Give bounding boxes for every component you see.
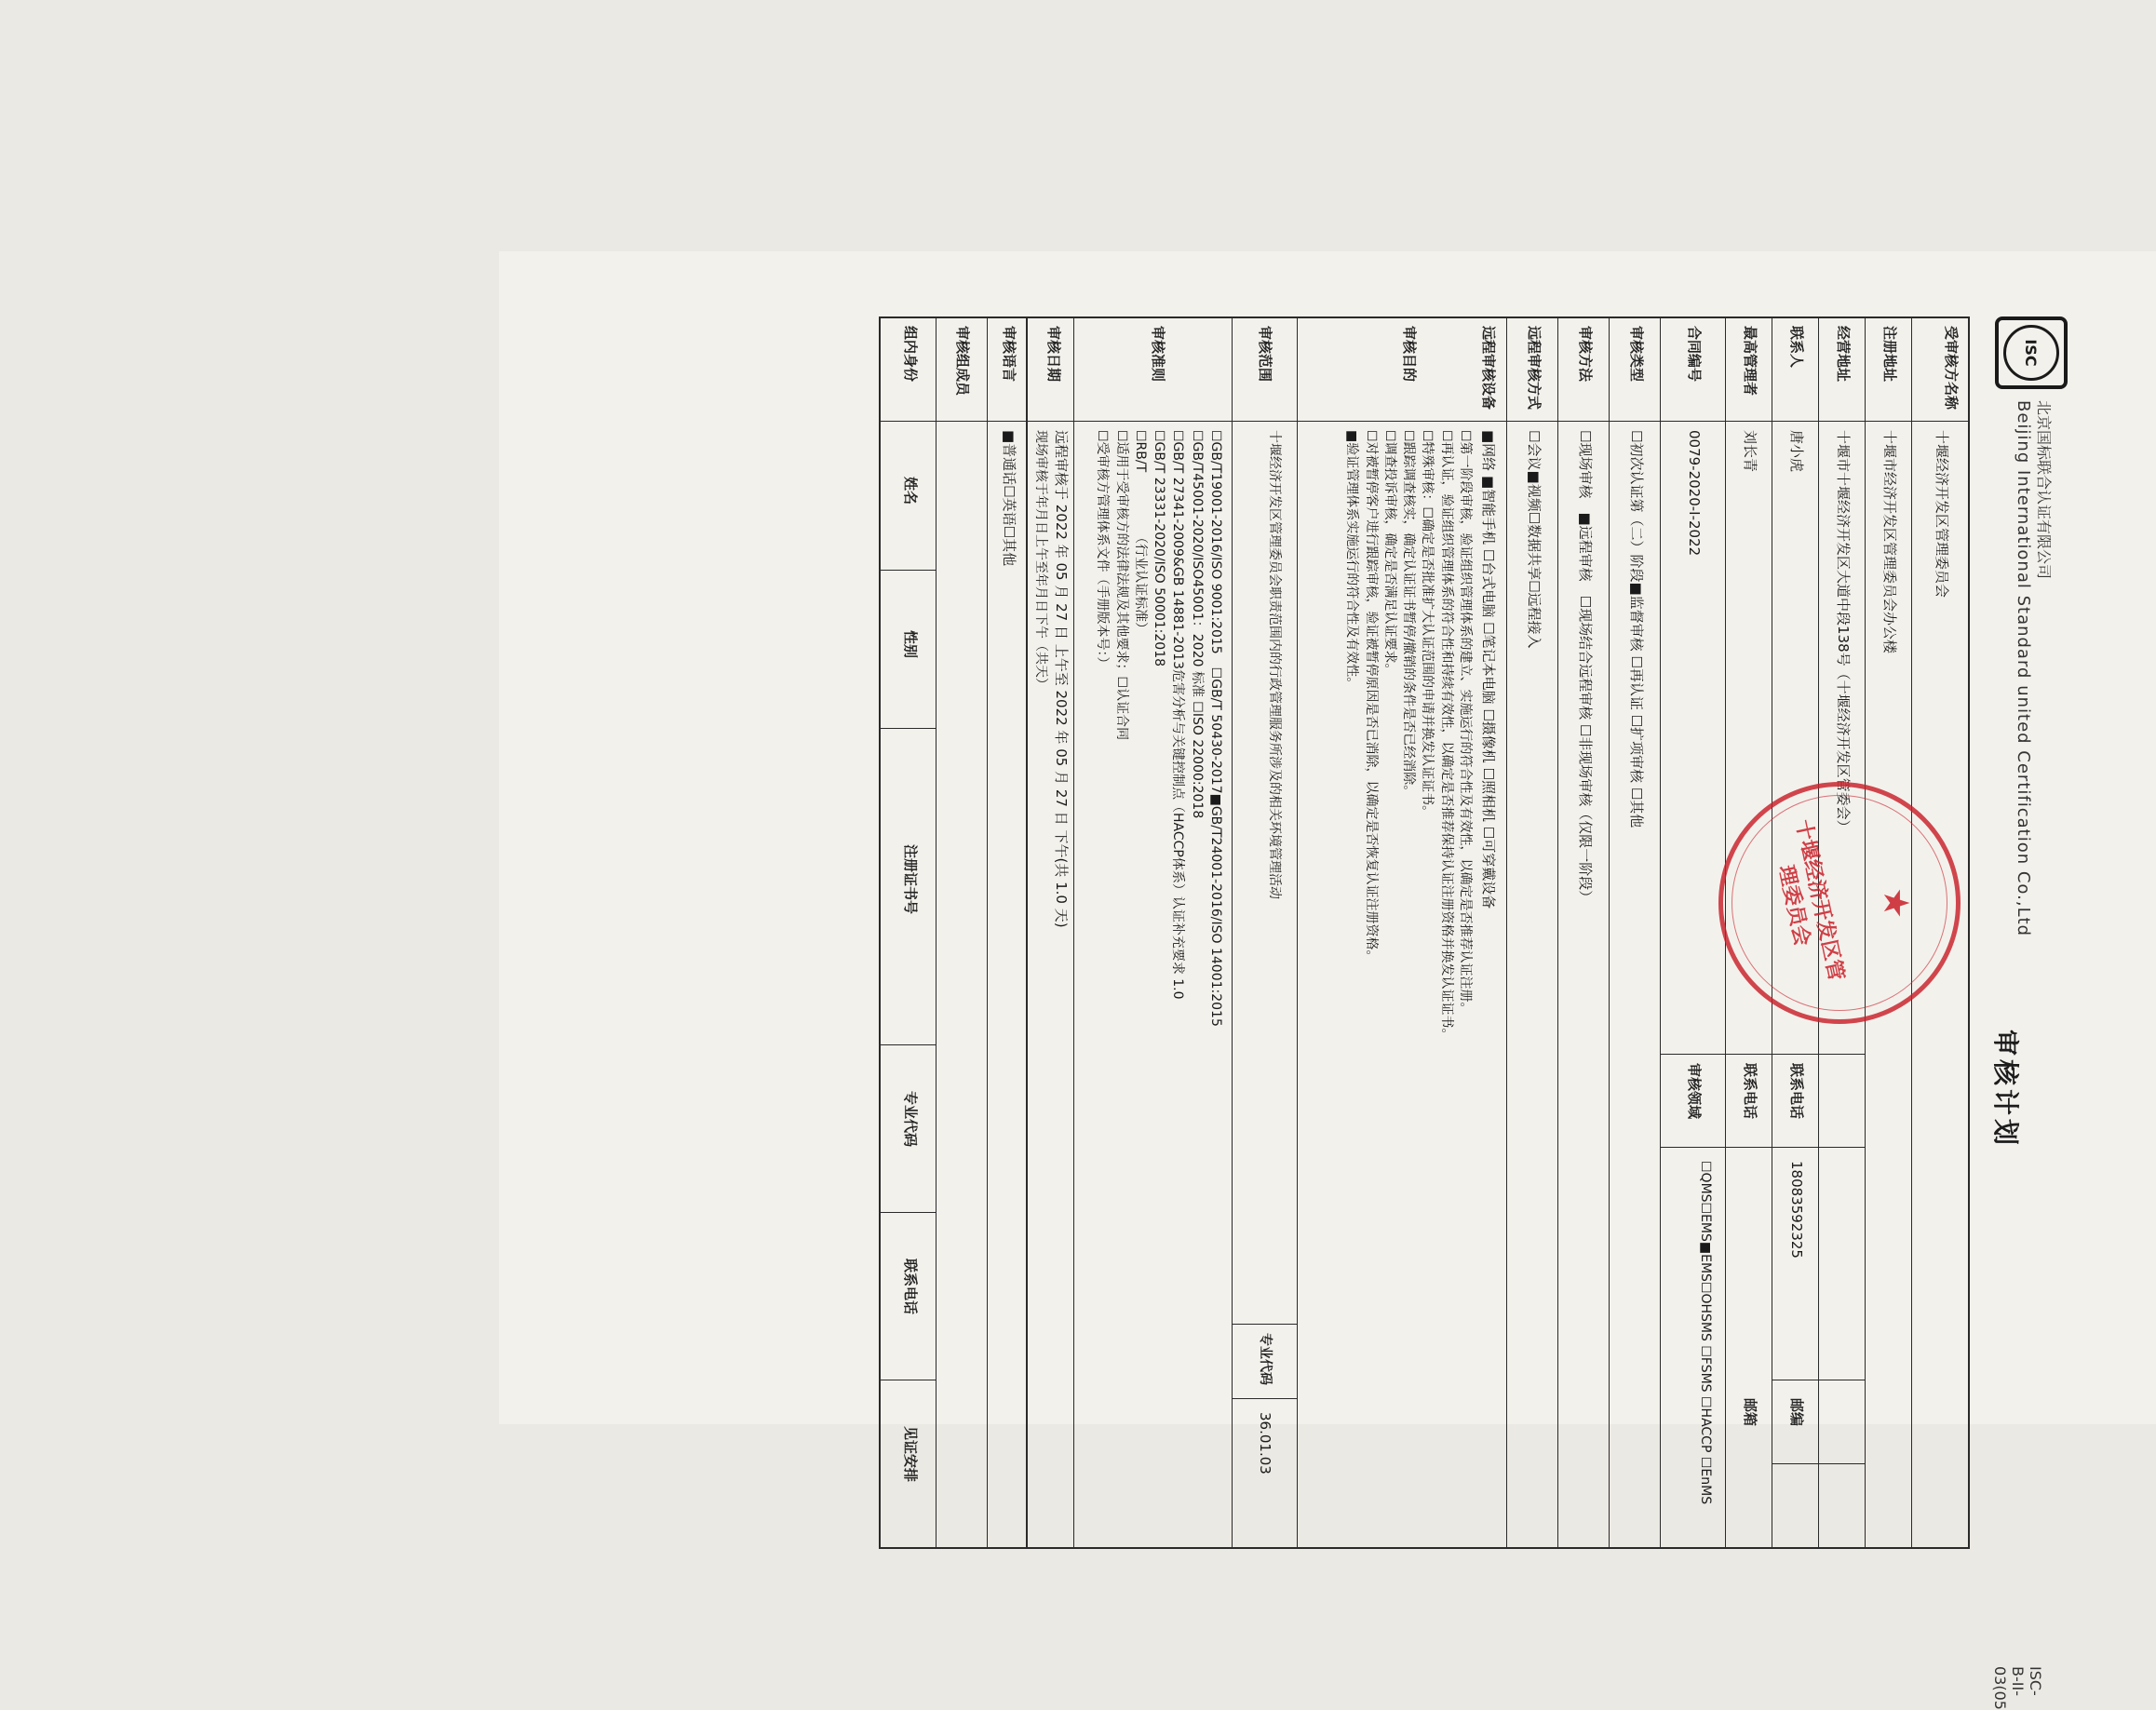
contract-number: 0079-2020-I-2022 bbox=[1686, 430, 1703, 557]
date-label: 审核日期 bbox=[1045, 326, 1062, 383]
objective-line: ■验证管理体系实施运行的符合性及有效性。 bbox=[1344, 430, 1360, 691]
row-divider bbox=[936, 318, 937, 1547]
system-label: 审核领域 bbox=[1686, 1063, 1703, 1120]
reg-address-label: 注册地址 bbox=[1881, 326, 1898, 383]
criteria-line: ☐受审核方管理体系文件（手册版本号：） bbox=[1095, 430, 1111, 670]
audit-language: ■普通话☐英语☐其他 bbox=[1001, 430, 1017, 567]
contract-label: 合同编号 bbox=[1686, 326, 1703, 383]
management-systems: ☐QMS☐EMS■EMS☐OHSMS ☐FSMS ☐HACCP ☐EnMS bbox=[1698, 1161, 1713, 1505]
objective-line: ☐对被暂停客户进行跟踪审核，验证被暂停原因是否已消除，以确定是否恢复认证注册资格。 bbox=[1363, 430, 1379, 963]
specialty-code-label: 专业代码 bbox=[1258, 1333, 1273, 1385]
member-remark-header: 见证安排 bbox=[902, 1426, 919, 1483]
document-page bbox=[499, 251, 2156, 1710]
row-divider bbox=[987, 318, 988, 1547]
label-column-divider bbox=[1028, 421, 1968, 422]
column-divider bbox=[1233, 1324, 1298, 1325]
org-name-label: 受审核方名称 bbox=[1943, 326, 1960, 411]
criteria-line: ☐RB/T （行业认证标准） bbox=[1132, 430, 1148, 636]
contact-phone: 18083592325 bbox=[1788, 1161, 1805, 1259]
company-name-en: Beijing International Standard united Certification Co.,Ltd bbox=[2014, 400, 2033, 937]
member-name-header: 姓名 bbox=[902, 477, 919, 505]
audit-type: ☐初次认证第（二）阶段■监督审核 ☐再认证 ☐扩项审核 ☐其他 bbox=[1628, 430, 1645, 828]
manager-name: 刘长青 bbox=[1742, 430, 1758, 473]
audit-method-label: 审核方法 bbox=[1577, 326, 1594, 383]
seal-text: 十堰经济开发区管理委员会 bbox=[1774, 817, 1849, 983]
audit-team-table bbox=[879, 316, 1030, 1549]
audit-scope: 十堰经济开发区管理委员会职责范围内的行政管理服务所涉及的相关环境管理活动 bbox=[1267, 430, 1282, 899]
row-divider bbox=[1557, 318, 1558, 1547]
manager-email-label: 邮箱 bbox=[1742, 1398, 1758, 1427]
reg-address: 十堰市经济开发区管理委员会办公楼 bbox=[1881, 430, 1898, 654]
office-address-label: 经营地址 bbox=[1835, 326, 1852, 383]
row-divider bbox=[1660, 318, 1661, 1547]
contact-phone-label: 联系电话 bbox=[1788, 1063, 1805, 1120]
seal-star-icon: ★ bbox=[1876, 886, 1917, 920]
column-divider bbox=[881, 1044, 937, 1045]
column-divider bbox=[1233, 1398, 1298, 1399]
objective-label: 审核目的 bbox=[1401, 326, 1418, 383]
remote-method-label: 远程审核方式 bbox=[1526, 326, 1543, 411]
column-divider bbox=[1661, 1054, 1866, 1055]
row-divider bbox=[1297, 318, 1298, 1547]
member-role-header: 组内身份 bbox=[902, 326, 919, 383]
member-phone-header: 联系电话 bbox=[902, 1259, 919, 1315]
column-divider bbox=[1772, 1463, 1866, 1464]
audit-date-onsite: 现场审核于年月日上午至年月日下午（共天） bbox=[1033, 430, 1048, 691]
row-divider bbox=[1506, 318, 1507, 1547]
objective-list bbox=[1342, 430, 1475, 1538]
objective-line: ☐调查投诉审核，确定是否满足认证要求。 bbox=[1381, 430, 1397, 677]
row-divider bbox=[1073, 318, 1074, 1547]
remote-equipment-label: 远程审核设备 bbox=[1480, 326, 1497, 411]
audit-date-remote: 远程审核于 2022 年 05 月 27 日 上午至 2022 年 05 月 27 日 下午(共 1.0 天) bbox=[1053, 430, 1070, 928]
member-reg-header: 注册证书号 bbox=[902, 844, 919, 915]
objective-line: ☐特殊审核：☐确定是否批准扩大认证范围的申请并换发认证证书。 bbox=[1420, 430, 1435, 819]
column-divider bbox=[1661, 1147, 1866, 1148]
criteria-line: ☐GB/T 23331-2020/ISO 50001:2018 bbox=[1152, 430, 1167, 667]
column-divider bbox=[881, 1212, 937, 1213]
label-column-divider bbox=[881, 421, 1030, 422]
criteria-list bbox=[1093, 430, 1225, 1538]
column-divider bbox=[881, 570, 937, 571]
manager-label: 最高管理者 bbox=[1742, 326, 1758, 397]
criteria-line: ☐GB/T19001-2016/ISO 9001:2015 ☐GB/T 50430-2017■GB/T24001-2016/ISO 14001:2015 bbox=[1208, 430, 1223, 1027]
criteria-line: ☐GB/T45001-2020/ISO45001：2020 标准 ☐ISO 22000:2018 bbox=[1189, 430, 1205, 819]
audit-type-label: 审核类型 bbox=[1628, 326, 1645, 383]
criteria-line: ☐适用于受审核方的法律法规及其他要求；☐认证合同 bbox=[1113, 430, 1129, 741]
objective-line: ☐再认证，验证组织管理体系的符合性和持续有效性，以确定是否推荐保持认证注册资格并换发认证证书。 bbox=[1438, 430, 1454, 1042]
document-title: 审核计划 bbox=[1990, 1029, 2021, 1149]
logo-text: ISC bbox=[2022, 339, 2041, 367]
contact-label: 联系人 bbox=[1788, 326, 1805, 369]
criteria-label: 审核准则 bbox=[1150, 326, 1166, 383]
contact-name: 唐小虎 bbox=[1788, 430, 1805, 473]
audit-method: ☐现场审核 ■远程审核 ☐现场结合远程审核 ☐非现场审核（仅限一阶段） bbox=[1577, 430, 1594, 905]
criteria-line: ☐GB/T 27341-2009&GB 14881-2013危害分析与关键控制点（HACCP体系）认证补充要求 1.0 bbox=[1170, 430, 1186, 1000]
specialty-code: 36.01.03 bbox=[1257, 1412, 1273, 1474]
remote-method: ☐会议■视频☐数据共享☐远程接入 bbox=[1526, 430, 1543, 649]
email-label: 邮编 bbox=[1788, 1398, 1805, 1427]
member-gender-header: 性别 bbox=[902, 630, 919, 659]
office-address: 十堰市十堰经济开发区大道中段138号（十堰经济开发区管委会） bbox=[1835, 430, 1852, 834]
company-logo bbox=[1995, 316, 2068, 389]
row-divider bbox=[1609, 318, 1610, 1547]
objective-line: ☐跟踪调查核实，确定认证证书暂停/撤销的条件是否已经消除。 bbox=[1401, 430, 1417, 799]
team-label: 审核组成员 bbox=[954, 326, 971, 397]
logo-mark-icon bbox=[2003, 325, 2059, 381]
official-seal bbox=[1718, 782, 1961, 1024]
form-number: ISC-B-II-03(05 bbox=[1991, 1666, 2044, 1710]
column-divider bbox=[881, 728, 937, 729]
manager-phone-label: 联系电话 bbox=[1742, 1063, 1758, 1120]
scope-label: 审核范围 bbox=[1257, 326, 1273, 383]
row-divider bbox=[1232, 318, 1233, 1547]
company-name-cn: 北京国标联合认证有限公司 bbox=[2035, 400, 2053, 580]
org-name: 十堰经济开发区管理委员会 bbox=[1934, 430, 1950, 599]
member-code-header: 专业代码 bbox=[902, 1091, 919, 1148]
remote-equipment: ■网络 ■智能手机 ☐台式电脑 ☐笔记本电脑 ☐摄像机 ☐照相机 ☐可穿戴设备 bbox=[1480, 430, 1497, 909]
language-label: 审核语言 bbox=[1001, 326, 1017, 383]
objective-line: ☐第一阶段审核，验证组织管理体系的建立、实施运行的符合性及有效性，以确定是否推荐认证注册。 bbox=[1458, 430, 1473, 1016]
